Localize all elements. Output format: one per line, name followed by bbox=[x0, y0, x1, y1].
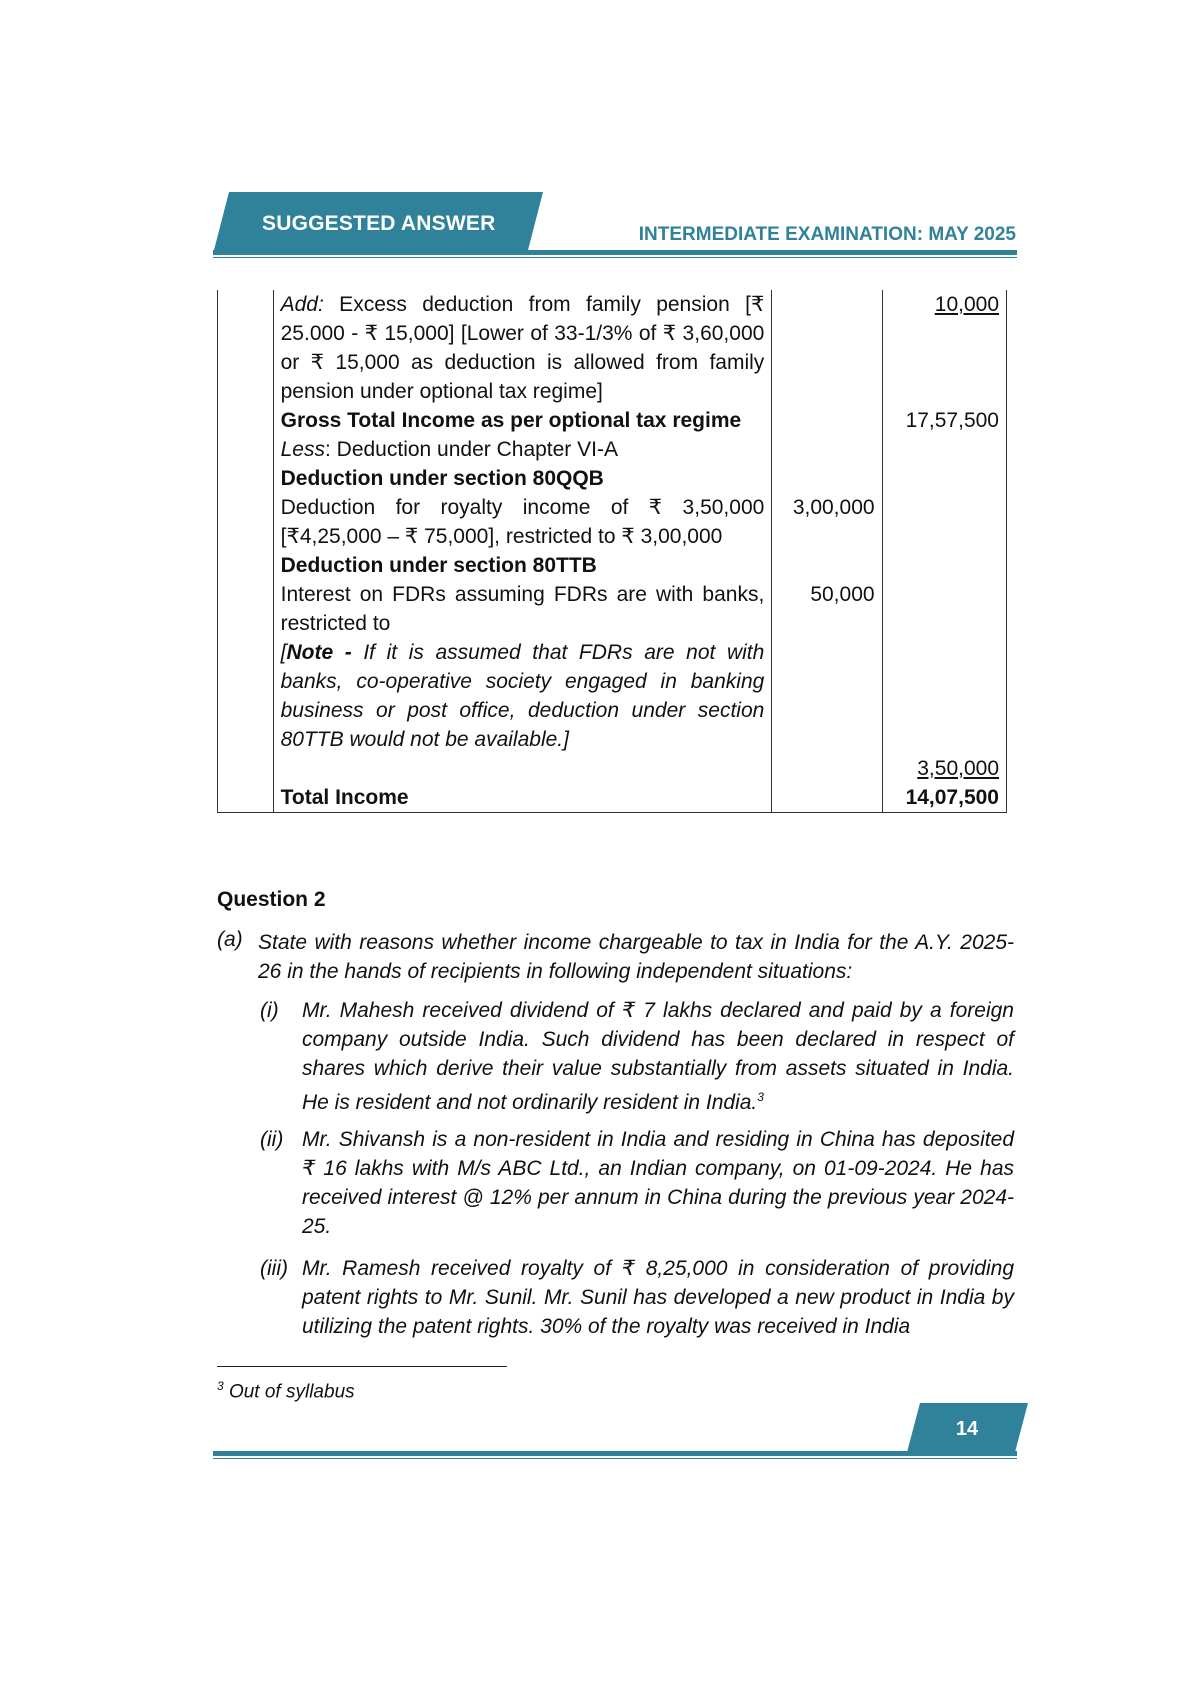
add-text: Excess deduction from family pension [₹ 25.000 - ₹ 15,000] [Lower of 33-1/3% of ₹ 3,60,000 or ₹ 15,000 as deduction is allowed from family pension under optional tax regime] bbox=[280, 293, 765, 403]
less-prefix: Less bbox=[280, 438, 325, 461]
question-title: Question 2 bbox=[217, 888, 326, 911]
table-row bbox=[218, 638, 1007, 754]
footer-rule bbox=[213, 1451, 1017, 1456]
footnote-rule bbox=[217, 1366, 507, 1367]
table-row bbox=[218, 290, 1007, 406]
add-amount: 10,000 bbox=[934, 293, 999, 316]
header-rule-thin bbox=[213, 257, 1017, 258]
gti-amount: 17,57,500 bbox=[882, 406, 1006, 435]
table-row bbox=[218, 580, 1007, 638]
table-row bbox=[218, 551, 1007, 580]
note-open: [ bbox=[280, 641, 287, 664]
footer-rule-thin bbox=[213, 1458, 1017, 1459]
fdr-amount: 50,000 bbox=[772, 580, 882, 638]
add-prefix: Add: bbox=[280, 293, 324, 316]
total-income-label: Total Income bbox=[273, 783, 772, 813]
royalty-amount: 3,00,000 bbox=[772, 493, 882, 551]
gti-label: Gross Total Income as per optional tax regime bbox=[273, 406, 772, 435]
table-row bbox=[218, 783, 1007, 813]
footnote-text: Out of syllabus bbox=[223, 1381, 355, 1403]
footnote bbox=[217, 1379, 355, 1403]
item-label: (i) bbox=[260, 999, 279, 1022]
footnote-ref: 3 bbox=[757, 1090, 764, 1104]
item-text: Mr. Mahesh received dividend of ₹ 7 lakhs declared and paid by a foreign company outside India. Such dividend has been declared in respect of shares which derive their value substantially from assets situated in India. He is resident and not ordinarily resident in India.$^3$ bbox=[302, 999, 1014, 1114]
table-row bbox=[218, 464, 1007, 493]
total-income-amount: 14,07,500 bbox=[882, 783, 1006, 813]
royalty-text: Deduction for royalty income of ₹ 3,50,000 [₹4,25,000 – ₹ 75,000], restricted to ₹ 3,00,000 bbox=[273, 493, 772, 551]
note-label: Note - bbox=[286, 641, 352, 664]
section-80qqb-heading: Deduction under section 80QQB bbox=[273, 464, 772, 493]
item-label: (ii) bbox=[260, 1128, 284, 1151]
table-row bbox=[218, 493, 1007, 551]
header-rule bbox=[213, 250, 1017, 255]
item-text: Mr. Shivansh is a non-resident in India and residing in China has deposited ₹ 16 lakhs with M/s ABC Ltd., an Indian company, on 01-09-2024. He has received interest @ 12% per annum in China during the previous year 2024-25. bbox=[302, 1128, 1014, 1238]
less-text: : Deduction under Chapter VI-A bbox=[324, 438, 618, 461]
part-text: State with reasons whether income chargeable to tax in India for the A.Y. 2025-26 in the hands of recipients in following independent situations: bbox=[258, 931, 1014, 983]
deduction-total: 3,50,000 bbox=[917, 757, 999, 780]
footnote-number: 3 bbox=[217, 1379, 224, 1393]
fdr-text: Interest on FDRs assuming FDRs are with banks, restricted to bbox=[273, 580, 772, 638]
table-row bbox=[218, 435, 1007, 464]
table-row bbox=[218, 406, 1007, 435]
part-label: (a) bbox=[217, 928, 243, 951]
note-text: If it is assumed that FDRs are not with banks, co-operative society engaged in banking business or post office, deduction under section 80TTB would not be available.] bbox=[280, 641, 765, 751]
header-tab-label: SUGGESTED ANSWER bbox=[262, 212, 496, 235]
income-computation-table bbox=[217, 290, 1007, 813]
page-number: 14 bbox=[955, 1418, 979, 1440]
item-text: Mr. Ramesh received royalty of ₹ 8,25,000 in consideration of providing patent rights to Mr. Sunil. Mr. Sunil has developed a new product in India by utilizing the patent rights. 30% of the royalty was received in India bbox=[302, 1257, 1014, 1338]
exam-title: INTERMEDIATE EXAMINATION: MAY 2025 bbox=[638, 224, 1016, 245]
section-80ttb-heading: Deduction under section 80TTB bbox=[273, 551, 772, 580]
table-row bbox=[218, 754, 1007, 783]
item-label: (iii) bbox=[260, 1257, 288, 1280]
